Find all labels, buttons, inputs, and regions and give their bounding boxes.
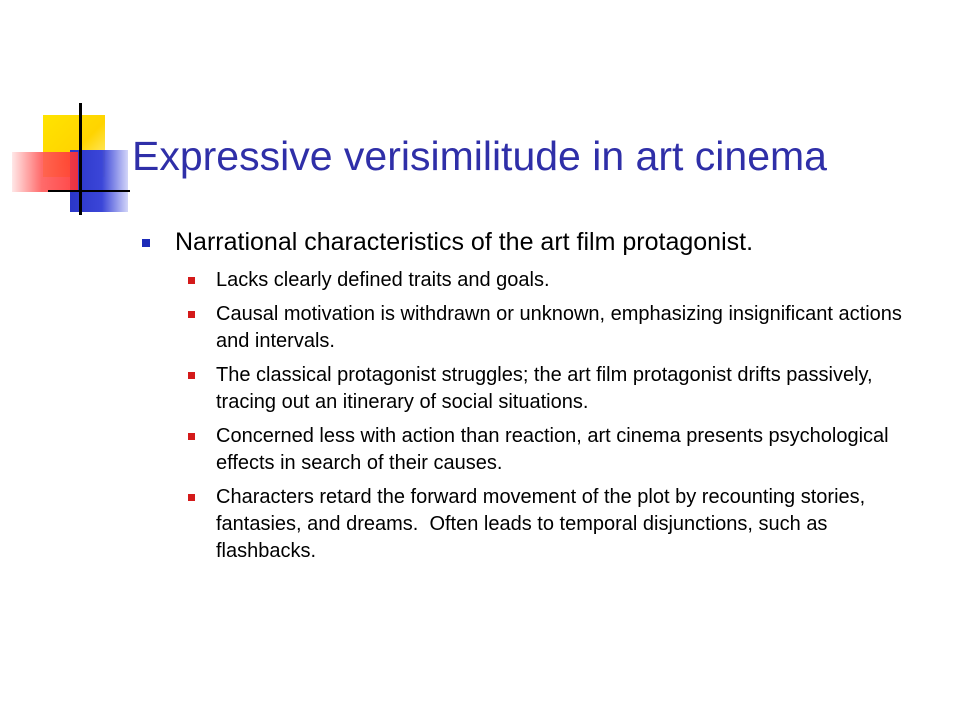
sub-bullet-text: Causal motivation is withdrawn or unknown, emphasizing insignificant actions and intervals. xyxy=(216,303,908,352)
square-bullet-icon xyxy=(188,277,195,284)
square-bullet-icon xyxy=(142,239,150,247)
square-bullet-icon xyxy=(188,433,195,440)
square-bullet-icon xyxy=(188,494,195,501)
corner-decoration xyxy=(0,0,140,230)
sub-bullet-list xyxy=(175,267,920,565)
sub-bullet-text: Characters retard the forward movement of the plot by recounting stories, fantasies, and dreams. Often leads to temporal disjunctions, such as flashbacks. xyxy=(216,486,871,562)
sub-bullet xyxy=(175,484,920,565)
horizontal-line-decoration xyxy=(48,190,130,192)
sub-bullet xyxy=(175,267,920,294)
square-bullet-icon xyxy=(188,372,195,379)
square-bullet-icon xyxy=(188,311,195,318)
red-bar-decoration xyxy=(12,152,78,192)
sub-bullet xyxy=(175,423,920,477)
sub-bullet xyxy=(175,301,920,355)
bullet-level1 xyxy=(140,226,920,259)
sub-bullet-text: Lacks clearly defined traits and goals. xyxy=(216,269,550,291)
sub-bullet xyxy=(175,362,920,416)
slide-title: Expressive verisimilitude in art cinema xyxy=(132,133,827,179)
sub-bullet-text: Concerned less with action than reaction, art cinema presents psychological effects in search of their causes. xyxy=(216,425,895,474)
sub-bullet-text: The classical protagonist struggles; the art film protagonist drifts passively, tracing out an itinerary of social situations. xyxy=(216,364,879,413)
vertical-line-decoration xyxy=(79,103,82,215)
slide-body xyxy=(140,226,920,572)
bullet-text: Narrational characteristics of the art film protagonist. xyxy=(175,228,754,256)
